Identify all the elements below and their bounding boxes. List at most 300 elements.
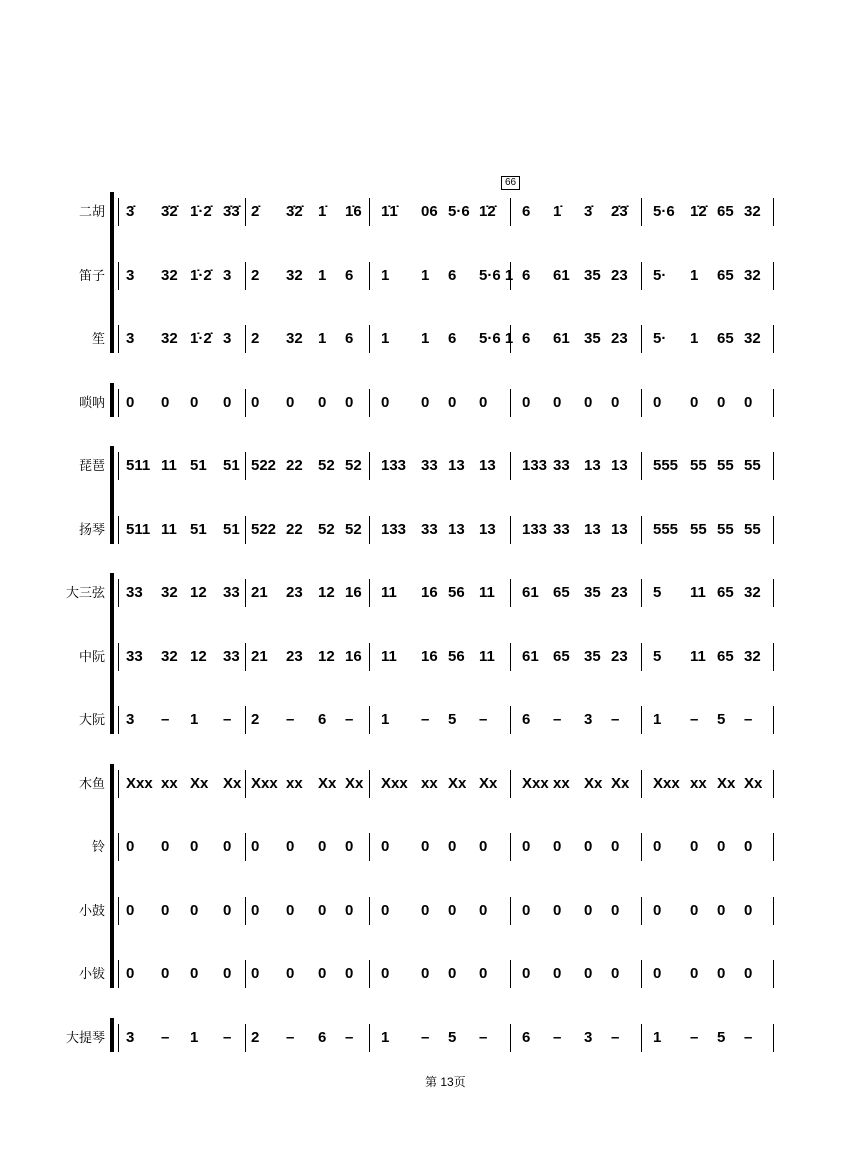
note-group: 0: [126, 393, 135, 411]
note-group: 3̇2̇: [161, 203, 178, 220]
note-group: –: [690, 711, 699, 728]
note-group: 13: [584, 457, 601, 474]
note-group: 51: [223, 520, 240, 538]
note-group: 23: [611, 330, 628, 347]
note-group: 5: [717, 1028, 726, 1046]
page-footer: 第 13页: [425, 1075, 466, 1089]
note-group: 52: [318, 520, 335, 538]
note-group: 6: [345, 330, 354, 347]
note-group: 0: [584, 965, 593, 982]
barline: [510, 833, 511, 861]
barline: [773, 325, 774, 353]
note-group: 0: [653, 901, 662, 919]
note-group: Xxx: [126, 774, 153, 792]
note-group: 1: [690, 266, 699, 284]
note-group: 13: [448, 520, 465, 538]
barline: [641, 452, 642, 480]
note-group: 555: [653, 520, 679, 538]
barline: [510, 516, 511, 544]
note-group: 06: [421, 203, 438, 220]
note-group: 11: [479, 584, 495, 601]
barline: [118, 897, 119, 925]
note-group: 1̇·2̇: [190, 330, 212, 347]
note-group: 22: [286, 520, 303, 538]
note-group: 1: [653, 1028, 662, 1046]
note-group: 522: [251, 520, 277, 538]
note-group: 1: [690, 330, 699, 347]
note-group: 33: [126, 584, 143, 601]
note-group: –: [345, 1028, 354, 1046]
note-group: 0: [286, 965, 295, 982]
barline: [369, 833, 370, 861]
note-group: 52: [345, 520, 362, 538]
note-group: 32: [744, 266, 761, 284]
note-group: 555: [653, 457, 679, 474]
barline: [118, 833, 119, 861]
barline: [773, 579, 774, 607]
note-group: 1: [190, 711, 199, 728]
note-group: Xx: [744, 774, 763, 792]
note-group: 1: [421, 266, 430, 284]
note-group: 13: [584, 520, 601, 538]
note-group: 32: [744, 647, 761, 665]
note-group: Xx: [717, 774, 736, 792]
note-group: Xxx: [251, 774, 278, 792]
note-group: 522: [251, 457, 277, 474]
note-group: 3: [223, 266, 232, 284]
note-group: 0: [190, 901, 199, 919]
note-group: –: [553, 1028, 562, 1046]
note-group: 0: [251, 965, 260, 982]
note-group: 32: [744, 203, 761, 220]
note-group: 22: [286, 457, 303, 474]
note-group: 65: [553, 647, 570, 665]
barline: [510, 198, 511, 226]
note-group: 11: [690, 647, 706, 665]
note-group: 33: [553, 520, 570, 538]
instrument-name: 木鱼: [78, 775, 105, 791]
note-group: 1̇·2̇: [190, 266, 212, 284]
note-group: 6: [318, 1028, 327, 1046]
note-group: 5: [448, 711, 457, 728]
instrument-name: 铃: [91, 839, 105, 854]
note-group: 0: [744, 901, 753, 919]
note-group: 5·6: [448, 203, 470, 220]
note-group: 1̇6: [345, 203, 362, 220]
instrument-name: 大提琴: [65, 1029, 105, 1045]
note-group: 0: [190, 393, 199, 411]
note-group: 133: [522, 457, 548, 474]
note-group: 0: [345, 838, 354, 855]
note-group: 3: [584, 711, 593, 728]
note-group: –: [479, 1028, 488, 1046]
note-group: 0: [223, 901, 232, 919]
note-group: 11: [161, 457, 177, 474]
note-group: 61: [522, 647, 539, 665]
note-group: 0: [345, 965, 354, 982]
note-group: 0: [553, 965, 562, 982]
note-group: 6: [448, 330, 457, 347]
note-group: 13: [479, 457, 496, 474]
barline: [510, 897, 511, 925]
note-group: Xx: [190, 774, 209, 792]
note-group: 1: [421, 330, 430, 347]
barline: [641, 770, 642, 798]
barline: [641, 325, 642, 353]
note-group: xx: [286, 774, 303, 792]
note-group: 0: [318, 393, 327, 411]
barline: [773, 452, 774, 480]
note-group: 35: [584, 330, 601, 347]
note-group: 133: [522, 520, 548, 538]
note-group: 0: [744, 838, 753, 855]
barline: [118, 579, 119, 607]
barline: [118, 960, 119, 988]
note-group: 0: [126, 838, 135, 855]
note-group: 55: [744, 457, 761, 474]
barline: [245, 770, 246, 798]
note-group: 0: [448, 838, 457, 855]
note-group: –: [421, 1028, 430, 1046]
note-group: 0: [584, 901, 593, 919]
instrument-name: 大三弦: [65, 585, 105, 600]
instrument-name: 唢呐: [78, 394, 105, 410]
note-group: 1: [381, 1028, 390, 1046]
note-group: 32: [286, 266, 303, 284]
note-group: 0: [611, 393, 620, 411]
note-group: xx: [161, 774, 178, 792]
note-group: 1̇2̇: [690, 203, 707, 220]
note-group: 52: [318, 457, 335, 474]
note-group: 51: [190, 520, 207, 538]
barline: [245, 325, 246, 353]
barline: [510, 579, 511, 607]
barline: [245, 643, 246, 671]
barline: [369, 516, 370, 544]
barline: [245, 389, 246, 417]
note-group: 56: [448, 584, 465, 601]
instrument-name: 二胡: [78, 204, 105, 219]
note-group: 1̇2̇: [479, 203, 496, 220]
note-group: 5: [653, 647, 662, 665]
instrument-name: 笛子: [78, 267, 105, 283]
staff-group-bracket: [110, 383, 114, 417]
note-group: –: [161, 1028, 170, 1046]
note-group: 16: [421, 647, 438, 665]
note-group: 0: [611, 965, 620, 982]
note-group: 1: [381, 266, 390, 284]
barline: [641, 960, 642, 988]
note-group: 6: [522, 266, 531, 284]
instrument-name: 中阮: [78, 648, 105, 664]
staff-group-bracket: [110, 764, 114, 989]
barline: [641, 1024, 642, 1052]
note-group: 1̇1̇: [381, 203, 398, 220]
note-group: 0: [190, 838, 199, 855]
note-group: 55: [717, 457, 734, 474]
note-group: 65: [717, 647, 734, 665]
note-group: 0: [381, 965, 390, 982]
note-group: 12: [190, 584, 207, 601]
note-group: 0: [653, 393, 662, 411]
note-group: 12: [190, 647, 207, 665]
note-group: 33: [126, 647, 143, 665]
note-group: 0: [223, 838, 232, 855]
note-group: 0: [522, 838, 531, 855]
note-group: 11: [381, 584, 397, 601]
barline: [369, 1024, 370, 1052]
note-group: 0: [717, 901, 726, 919]
note-group: 133: [381, 457, 407, 474]
note-group: 13: [611, 520, 628, 538]
note-group: 2: [251, 266, 260, 284]
note-group: –: [345, 711, 354, 728]
note-group: 0: [345, 901, 354, 919]
barline: [118, 452, 119, 480]
barline: [773, 833, 774, 861]
note-group: 5·6: [653, 203, 675, 220]
note-group: 0: [251, 393, 260, 411]
barline: [641, 643, 642, 671]
note-group: 21: [251, 584, 268, 601]
note-group: 0: [553, 393, 562, 411]
note-group: –: [286, 711, 295, 728]
note-group: 0: [744, 393, 753, 411]
note-group: 0: [522, 901, 531, 919]
note-group: xx: [690, 774, 707, 792]
note-group: 11: [479, 647, 495, 665]
barline: [245, 1024, 246, 1052]
note-group: 5: [717, 711, 726, 728]
barline: [118, 389, 119, 417]
note-group: 6: [318, 711, 327, 728]
note-group: –: [286, 1028, 295, 1046]
note-group: 2: [251, 330, 260, 347]
note-group: 2: [251, 711, 260, 728]
note-group: 11: [690, 584, 706, 601]
note-group: 6: [522, 711, 531, 728]
barline: [369, 579, 370, 607]
note-group: 0: [126, 901, 135, 919]
note-group: Xxx: [381, 774, 408, 792]
note-group: 0: [223, 965, 232, 982]
barline: [510, 770, 511, 798]
note-group: 0: [717, 838, 726, 855]
barline: [773, 770, 774, 798]
note-group: 0: [190, 965, 199, 982]
note-group: 3: [584, 1028, 593, 1046]
barline: [641, 706, 642, 734]
note-group: 0: [251, 901, 260, 919]
staff-group-bracket: [110, 1018, 114, 1052]
barline: [641, 516, 642, 544]
note-group: 0: [479, 393, 488, 411]
note-group: 35: [584, 266, 601, 284]
barline: [641, 198, 642, 226]
note-group: –: [479, 711, 488, 728]
note-group: 1: [318, 266, 327, 284]
barline: [245, 516, 246, 544]
barline: [118, 643, 119, 671]
note-group: 3: [126, 266, 135, 284]
note-group: 511: [126, 520, 151, 538]
note-group: 65: [717, 584, 734, 601]
barline: [369, 325, 370, 353]
note-group: Xx: [345, 774, 364, 792]
note-group: 5·: [653, 266, 667, 284]
note-group: 0: [251, 838, 260, 855]
note-group: 0: [448, 965, 457, 982]
barline: [369, 198, 370, 226]
rehearsal-mark: 66: [501, 176, 520, 190]
note-group: 133: [381, 520, 407, 538]
note-group: –: [223, 1028, 232, 1046]
note-group: 2̇: [251, 203, 260, 220]
note-group: 0: [223, 393, 232, 411]
barline: [510, 706, 511, 734]
instrument-name: 琵琶: [78, 458, 105, 473]
note-group: 56: [448, 647, 465, 665]
note-group: 3̇: [584, 203, 593, 220]
note-group: 3̇3̇: [223, 203, 240, 220]
note-group: 33: [421, 520, 438, 538]
barline: [118, 706, 119, 734]
note-group: 0: [161, 965, 170, 982]
note-group: 32: [161, 266, 178, 284]
note-group: 0: [161, 838, 170, 855]
barline: [369, 706, 370, 734]
instrument-name: 小钹: [78, 966, 105, 981]
barline: [369, 452, 370, 480]
note-group: 0: [126, 965, 135, 982]
barline: [510, 389, 511, 417]
note-group: 6: [522, 1028, 531, 1046]
note-group: 6: [448, 266, 457, 284]
barline: [369, 960, 370, 988]
note-group: xx: [553, 774, 570, 792]
barline: [369, 770, 370, 798]
barline: [773, 643, 774, 671]
barline: [773, 516, 774, 544]
note-group: 13: [611, 457, 628, 474]
barline: [118, 198, 119, 226]
barline: [773, 897, 774, 925]
note-group: 1: [190, 1028, 199, 1046]
barline: [369, 897, 370, 925]
note-group: 12: [318, 647, 335, 665]
barline: [773, 1024, 774, 1052]
note-group: 1̇·2̇: [190, 203, 212, 220]
note-group: 2̇3̇: [611, 203, 628, 220]
note-group: 51: [223, 457, 240, 474]
note-group: xx: [421, 774, 438, 792]
note-group: –: [223, 711, 232, 728]
note-group: 0: [286, 838, 295, 855]
note-group: 6: [345, 266, 354, 284]
note-group: 0: [479, 901, 488, 919]
barline: [773, 389, 774, 417]
note-group: 23: [611, 647, 628, 665]
note-group: 1: [318, 330, 327, 347]
note-group: 5·6 1: [479, 266, 514, 284]
instrument-name: 大阮: [78, 712, 105, 727]
note-group: 0: [479, 965, 488, 982]
note-group: 11: [381, 647, 397, 665]
barline: [118, 1024, 119, 1052]
barline: [773, 960, 774, 988]
barline: [118, 770, 119, 798]
note-group: –: [690, 1028, 699, 1046]
note-group: 0: [381, 838, 390, 855]
barline: [510, 960, 511, 988]
note-group: 0: [421, 901, 430, 919]
barline: [118, 262, 119, 290]
note-group: 32: [161, 330, 178, 347]
barline: [641, 579, 642, 607]
note-group: Xx: [611, 774, 630, 792]
barline: [641, 833, 642, 861]
note-group: 32: [744, 584, 761, 601]
note-group: 21: [251, 647, 268, 665]
note-group: Xx: [448, 774, 467, 792]
note-group: 0: [584, 393, 593, 411]
note-group: 12: [318, 584, 335, 601]
instrument-name: 小鼓: [78, 902, 105, 918]
barline: [245, 833, 246, 861]
note-group: 51: [190, 457, 207, 474]
barline: [245, 579, 246, 607]
barline: [118, 325, 119, 353]
barline: [773, 706, 774, 734]
instrument-name: 笙: [91, 331, 105, 346]
note-group: 65: [717, 330, 734, 347]
note-group: 61: [553, 330, 570, 347]
note-group: 23: [286, 647, 303, 665]
note-group: 0: [448, 901, 457, 919]
instrument-name: 扬琴: [78, 521, 105, 537]
staff-group-bracket: [110, 192, 114, 353]
note-group: 32: [161, 584, 178, 601]
note-group: 2: [251, 1028, 260, 1046]
staff-group-bracket: [110, 573, 114, 734]
note-group: Xxx: [653, 774, 680, 792]
note-group: 0: [690, 901, 699, 919]
note-group: 0: [421, 838, 430, 855]
barline: [245, 960, 246, 988]
note-group: 0: [161, 901, 170, 919]
note-group: 1: [381, 711, 390, 728]
note-group: 3̇2̇: [286, 203, 303, 220]
note-group: 0: [318, 965, 327, 982]
note-group: 16: [421, 584, 438, 601]
note-group: 52: [345, 457, 362, 474]
note-group: 33: [553, 457, 570, 474]
note-group: 11: [161, 520, 177, 538]
barline: [510, 1024, 511, 1052]
note-group: 1̇: [553, 203, 562, 220]
note-group: 0: [653, 965, 662, 982]
note-group: 0: [421, 393, 430, 411]
note-group: Xx: [584, 774, 603, 792]
note-group: 0: [690, 393, 699, 411]
note-group: 23: [611, 584, 628, 601]
note-group: –: [611, 711, 620, 728]
note-group: 0: [522, 965, 531, 982]
barline: [245, 706, 246, 734]
note-group: –: [744, 711, 753, 728]
note-group: 0: [448, 393, 457, 411]
note-group: Xxx: [522, 774, 549, 792]
